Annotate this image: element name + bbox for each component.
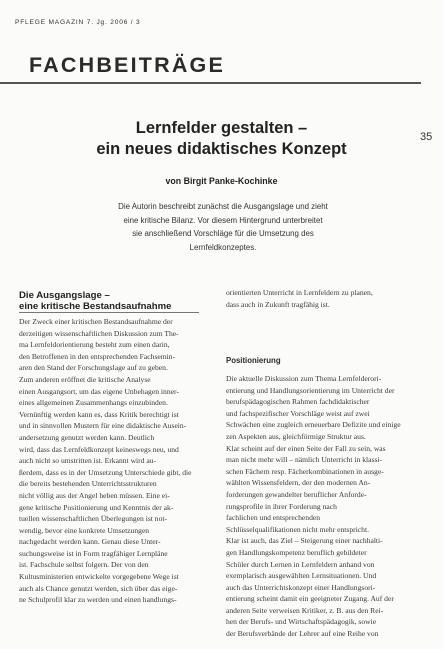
abstract-line: Die Autorin beschreibt zunächst die Ausgangslage und zieht xyxy=(118,202,328,211)
left-heading-line: eine kritische Bestandsaufnahme xyxy=(19,301,172,312)
article-abstract xyxy=(60,200,386,254)
header-rule xyxy=(0,82,421,84)
left-heading-line: Die Ausgangslage – xyxy=(19,290,110,301)
article-title xyxy=(0,118,443,160)
body-text-line: auch das Unterrichtskonzept einer Handlungsori- xyxy=(226,582,376,592)
body-text-line: Kultusministerien entwickelte vorgegebene Wege ist xyxy=(19,572,179,582)
left-section-heading xyxy=(19,290,172,312)
body-text-line: orientierten Unterricht in Lernfeldern zu planen, xyxy=(226,288,373,297)
section-title: FACHBEITRÄGE xyxy=(29,53,226,77)
body-text-line: derzeitigen wissenschaftlichen Diskussion zum The- xyxy=(19,328,179,338)
body-text-line: berufspädagogischen Rahmen fachdidaktischer xyxy=(226,397,370,407)
body-text-line: ma Lernfeldorientierung besteht zum einen darin, xyxy=(19,340,170,350)
magazine-name: PFLEGE MAGAZIN xyxy=(15,19,85,26)
body-text-line: man nicht mehr will – nämlich Unterricht in klassi- xyxy=(226,455,383,465)
body-text-line: Schlüsselqualifikationen nicht mehr entspricht. xyxy=(226,524,369,534)
body-text-line: Vernünftig werden kann es, dass Kritik berechtigt ist xyxy=(19,409,179,419)
body-text-line: wendig, bevor eine konkrete Umsetzungen xyxy=(19,525,150,535)
body-text-line: entierung und Handlungsorientierung im Unterricht der xyxy=(226,385,395,395)
body-text-line: und in sinnvollen Mustern für eine didaktische Ausein- xyxy=(19,421,187,431)
body-text-line: auch als Chance genutzt werden, sich über das eige- xyxy=(19,583,178,593)
body-text-line: tuellen wissenschaftlichen Überlegungen ist not- xyxy=(19,514,168,524)
body-text-line: dass auch in Zukunft tragfähig ist. xyxy=(226,299,330,309)
abstract-line: sie anschließend Vorschläge für die Umsetzung des xyxy=(132,229,314,238)
body-text-line: andersetzung genutzt werden kann. Deutlich xyxy=(19,432,155,442)
left-heading-rule xyxy=(19,312,199,313)
right-body-column xyxy=(226,373,422,640)
body-text-line: anderen Seite verweisen Kritiker, z. B. aus den Rei- xyxy=(226,605,384,615)
article-author: von Birgit Panke-Kochinke xyxy=(165,176,278,186)
body-text-line: Schwächen eine zugleich erneuerbare Defizite und einige xyxy=(226,420,401,430)
page-number: 35 xyxy=(420,131,433,143)
body-text-line: gene kritische Positionierung und Kenntnis der ak- xyxy=(19,502,174,512)
right-subheading: Positionierung xyxy=(226,356,281,365)
body-text-line: Klar ist auch, das Ziel – Steigerung einer nachhalti- xyxy=(226,536,383,546)
body-text-line: zen Aspekten aus, gleichförmige Struktur aus. xyxy=(226,431,366,441)
body-text-line: wählten Wissensfeldern, der den modernen An- xyxy=(226,478,371,488)
body-text-line: forderungen gewandelter beruflicher Anforde- xyxy=(226,489,367,499)
body-text-line: schen Fächern resp. Fächerkombinationen in ausge- xyxy=(226,466,384,476)
body-text-line: und fachspezifischer Vorschläge weist auf zwei xyxy=(226,408,370,418)
body-text-line: entierung scheint damit ein geeigneter Zugang. Auf der xyxy=(226,594,394,604)
body-text-line: suchungsweise ist in Form tragfähiger Lernpläne xyxy=(19,548,168,558)
body-text-line: ne Schulprofil klar zu werden und einen handlungs- xyxy=(19,595,177,605)
body-text-line: Die aktuelle Diskussion zum Thema Lernfelderori- xyxy=(226,374,382,383)
body-text-line: exemplarisch ausgewählten Lernsituationen. Und xyxy=(226,571,377,581)
body-text-line: Schüler durch Lernen in Lernfeldern anhand von xyxy=(226,559,375,569)
article-title-line: ein neues didaktisches Konzept xyxy=(96,140,347,158)
body-text-line: rungsprofile in ihrer Forderung nach xyxy=(226,501,337,511)
left-body-column xyxy=(19,316,201,606)
body-text-line: einen Ausgangsort, um das eigene Unbehagen inner- xyxy=(19,386,179,396)
body-text-line: die bereits bestehenden Unterrichtsstrukturen xyxy=(19,479,157,489)
body-text-line: fachlichen und entsprechenden xyxy=(226,513,321,523)
body-text-line: nachgedacht werden kann. Genau diese Unter- xyxy=(19,537,161,547)
body-text-line: nicht völlig aus der Angel heben müssen. Eine ei- xyxy=(19,490,170,500)
body-text-line: Klar scheint auf der einen Seite der Fall zu sein, was xyxy=(226,443,386,453)
body-text-line: ßerdem, dass es in der Umsetzung Unterschiede gibt, die xyxy=(19,467,192,477)
body-text-line: ist. Fachschule selbst folgern. Der von den xyxy=(19,560,149,570)
magazine-header xyxy=(15,19,141,26)
body-text-line: der Berufsverbände der Lehrer auf eine Reihe von xyxy=(226,629,379,639)
article-title-line: Lernfelder gestalten – xyxy=(135,119,308,137)
body-text-line: den Betroffenen in den entsprechenden Fachsemin- xyxy=(19,351,176,361)
body-text-line: hen der Berufs- und Wirtschaftspädagogik, sowie xyxy=(226,617,377,627)
body-text-line: gen Handlungskompetenz beruflich gebildeter xyxy=(226,547,367,557)
body-text-line: aren den Stand der Forschungslage auf zu geben. xyxy=(19,363,168,373)
abstract-line: eine kritische Bilanz. Vor diesem Hintergrund unterbreitet xyxy=(123,215,323,225)
body-text-line: auch nicht so umstritten ist. Erkannt wird au- xyxy=(19,456,157,466)
body-text-line: Der Zweck einer kritischen Bestandsaufnahme der xyxy=(19,317,173,326)
right-body-intro xyxy=(226,287,422,310)
body-text-line: wird, dass das Lernfeldkonzept keineswegs neu, und xyxy=(19,444,179,454)
body-text-line: Zum anderen eröffnet die kritische Analyse xyxy=(19,374,151,384)
issue-info: 7. Jg. 2006 / 3 xyxy=(86,19,141,26)
body-text-line: eines allgemeinen Zusammenhangs einzubinden. xyxy=(19,398,168,408)
abstract-line: Lernfeldkonzeptes. xyxy=(189,242,257,252)
